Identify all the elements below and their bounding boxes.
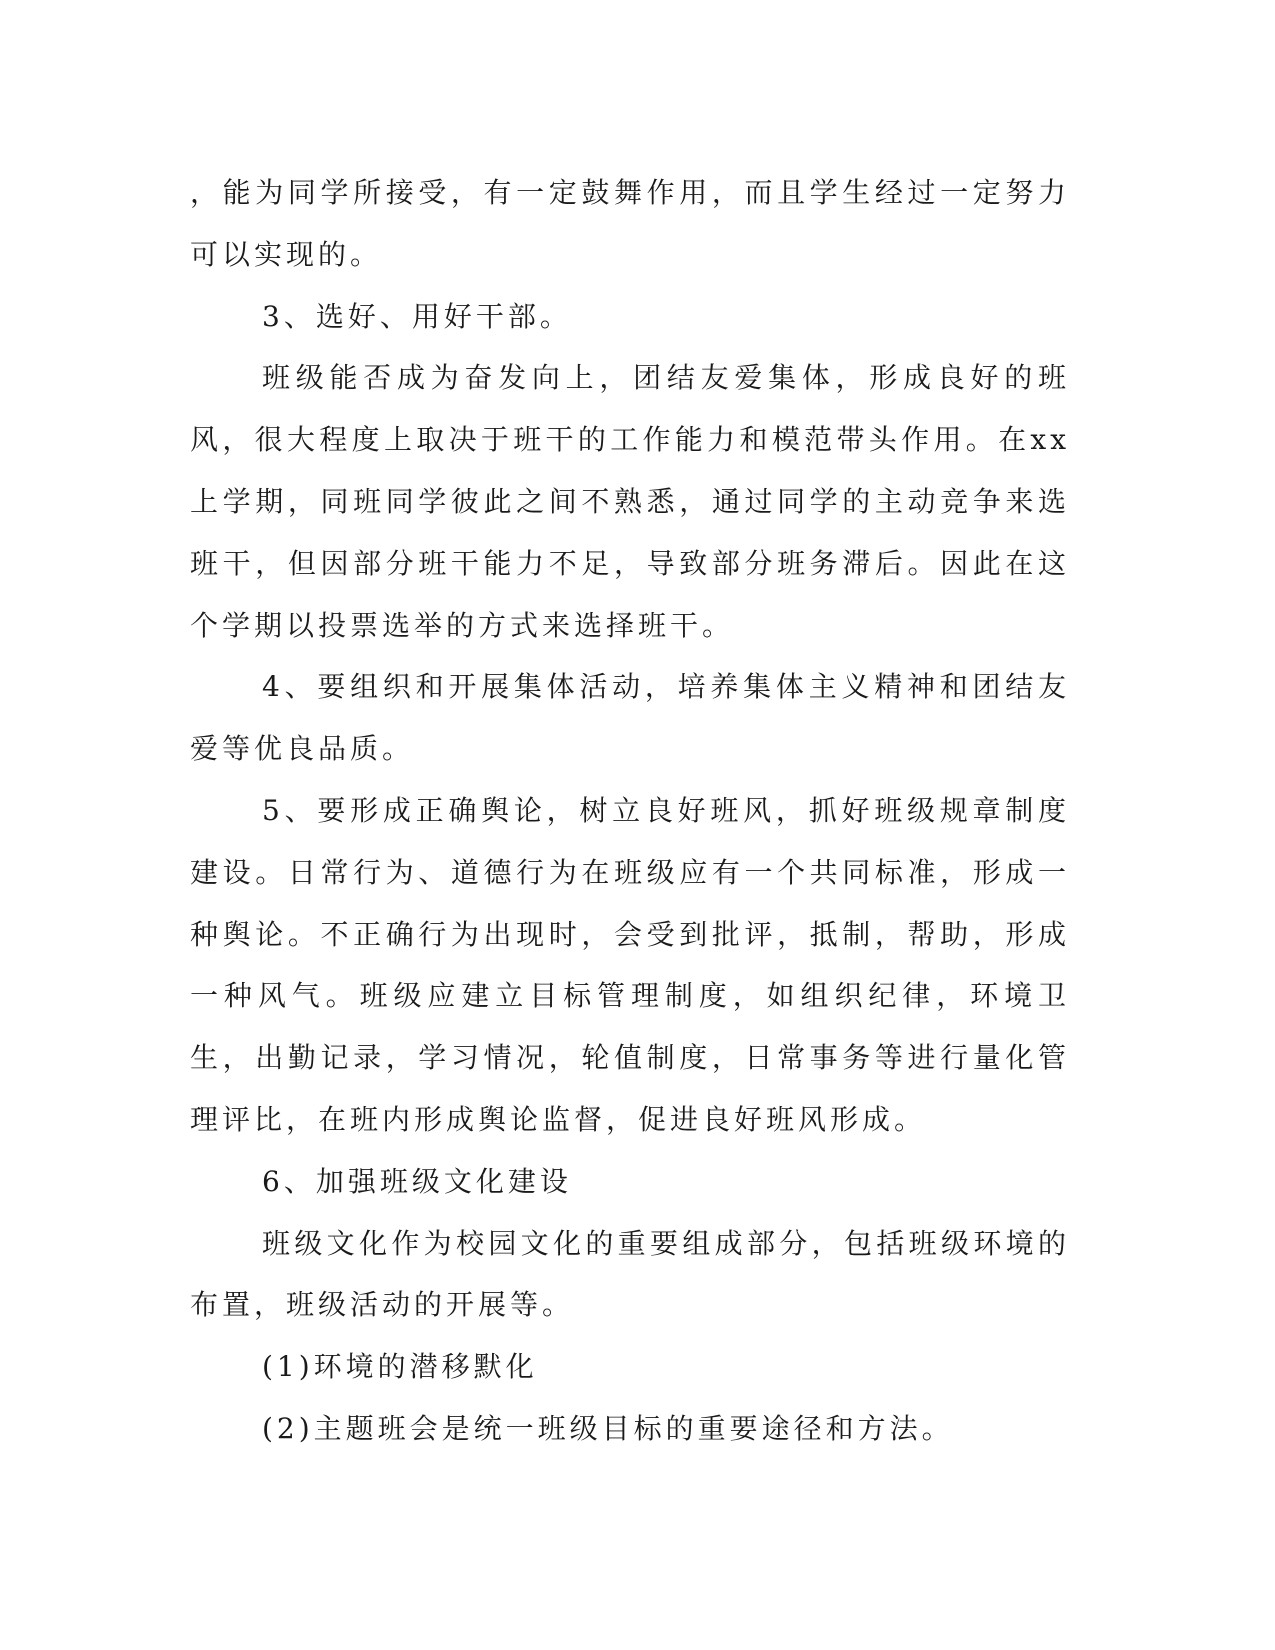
heading-class-culture: 6、加强班级文化建设 bbox=[262, 1164, 572, 1198]
paragraph-goal-continuation: ，能为同学所接受，有一定鼓舞作用，而且学生经过一定努力可以实现的。 bbox=[190, 176, 1070, 271]
list-item-environment: (1)环境的潜移默化 bbox=[262, 1350, 538, 1384]
heading-collective-activities: 4、要组织和开展集体活动，培养集体主义精神和团结友爱等优良品质。 bbox=[190, 670, 1070, 766]
paragraph-class-culture: 班级文化作为校园文化的重要组成部分，包括班级环境的布置，班级活动的开展等。 bbox=[190, 1226, 1070, 1322]
heading-select-cadres: 3、选好、用好干部。 bbox=[262, 299, 572, 333]
list-item-theme-meeting: (2)主题班会是统一班级目标的重要途径和方法。 bbox=[262, 1411, 954, 1445]
paragraph-class-rules: 5、要形成正确舆论，树立良好班风，抓好班级规章制度建设。日常行为、道德行为在班级应有一个共同标准，形成一种舆论。不正确行为出现时，会受到批评，抵制，帮助，形成一种风气。班级应建立目标管理制度，如组织纪律，环境卫生，出勤记录，学习情况，轮值制度，日常事务等进行量化管理评比，在班内形成舆论监督，促进良好班风形成。 bbox=[190, 793, 1070, 1136]
paragraph-class-cadres: 班级能否成为奋发向上，团结友爱集体，形成良好的班风，很大程度上取决于班干的工作能力和模范带头作用。在xx上学期，同班同学彼此之间不熟悉，通过同学的主动竞争来选班干，但因部分班干能力不足，导致部分班务滞后。因此在这个学期以投票选举的方式来选择班干。 bbox=[190, 361, 1070, 642]
document-body bbox=[190, 162, 1070, 1460]
